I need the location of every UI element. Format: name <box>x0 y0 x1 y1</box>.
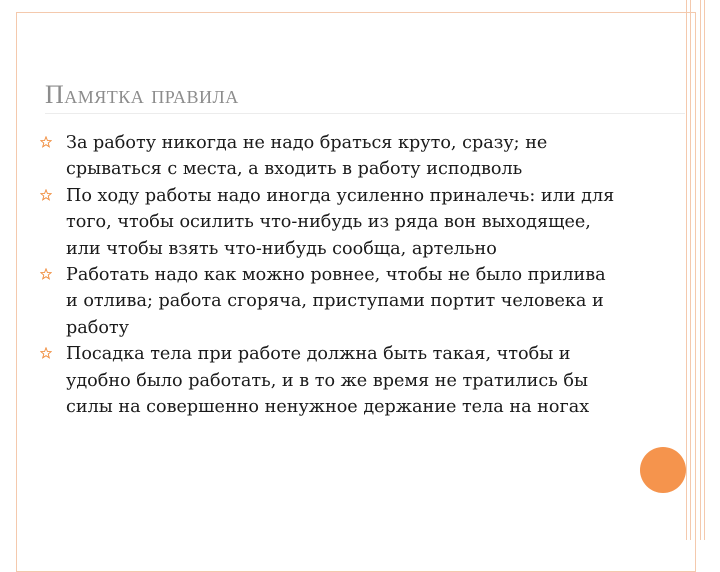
bullet-text: Посадка тела при работе должна быть такая, чтобы и удобно было работать, и в то же время не тратились бы силы на совершенно ненужное держание тела на ногах <box>66 344 590 418</box>
bullet-item <box>40 262 620 341</box>
frame-vertical-line-1 <box>686 0 687 540</box>
bullet-item <box>40 341 620 420</box>
bullet-item <box>40 130 620 183</box>
bullet-list <box>40 130 620 420</box>
star-outline-icon <box>40 268 52 280</box>
bullet-text: По ходу работы надо иногда усиленно приналечь: или для того, чтобы осилить что-нибудь из ряда вон выходящее, или чтобы взять что-нибудь сообща, артельно <box>66 185 615 259</box>
star-outline-icon <box>40 347 52 359</box>
slide-title: Памятка правила <box>45 80 239 109</box>
frame-vertical-line-3 <box>700 0 701 540</box>
bullet-item <box>40 183 620 262</box>
bullet-text: Работать надо как можно ровнее, чтобы не было прилива и отлива; работа сгоряча, приступами портит человека и работу <box>66 265 606 338</box>
title-divider <box>45 113 685 114</box>
bullet-text: За работу никогда не надо браться круто, сразу; не срываться с места, а входить в работу исподволь <box>66 133 548 180</box>
decorative-orange-circle <box>640 447 686 493</box>
star-outline-icon <box>40 136 52 148</box>
frame-vertical-line-2 <box>690 0 691 540</box>
star-outline-icon <box>40 189 52 201</box>
frame-vertical-line-4 <box>704 0 705 540</box>
